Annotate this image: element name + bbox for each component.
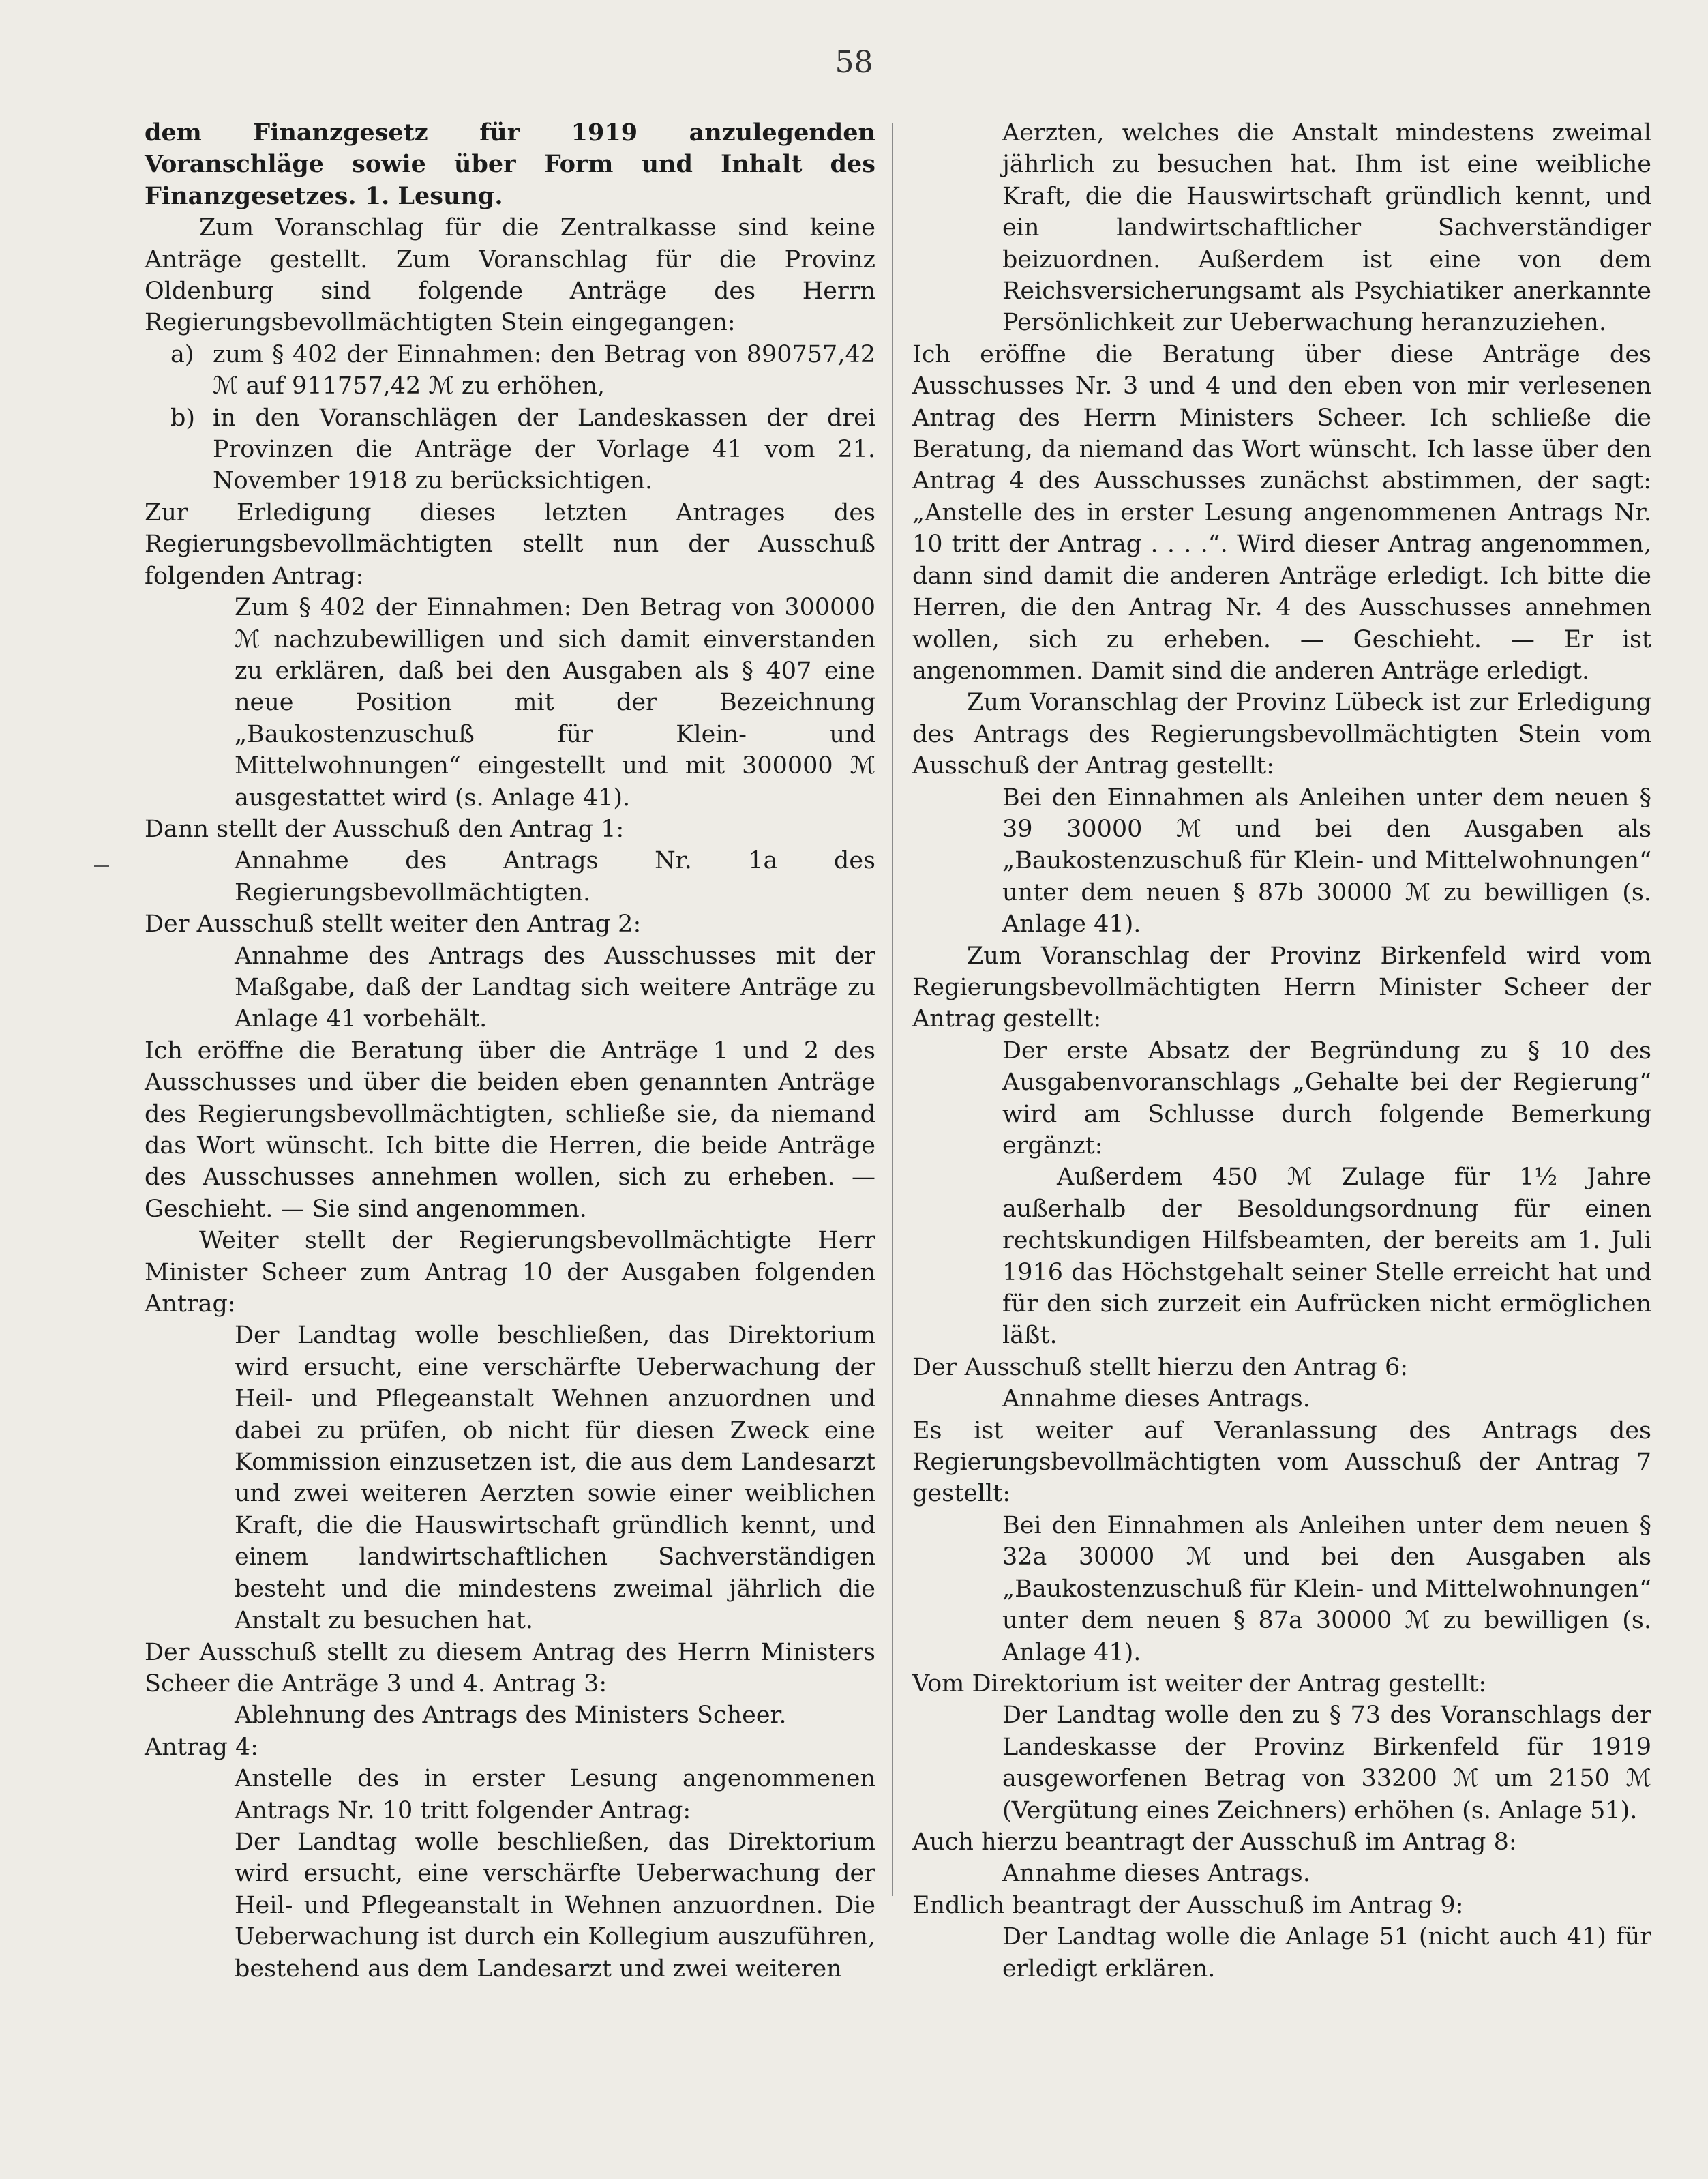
motion-quote: Der Landtag wolle beschließen, das Direktorium wird ersucht, eine verschärfte Ueberwachung der Heil- und Pflegeanstalt in Wehnen anzuordnen. Die Ueberwachung ist durch ein Kollegium auszuführen, bestehend aus dem Landesarzt und zwei weiteren bbox=[235, 1828, 875, 1983]
list-item-text: zum § 402 der Einnahmen: den Betrag von 890757,42 ℳ auf 911757,42 ℳ zu erhöhen, bbox=[213, 340, 875, 400]
paragraph: Zum Voranschlag der Provinz Lübeck ist zur Erledigung des Antrags des Regierungsbevollmächtigten Stein vom Ausschuß der Antrag gestellt: bbox=[912, 689, 1651, 780]
motion-quote: Der Landtag wolle den zu § 73 des Voranschlags der Landeskasse der Provinz Birkenfeld für 1919 ausgeworfenen Betrag von 33200 ℳ um 2150 ℳ (Vergütung eines Zeichners) erhöhen (s. Anlage 51). bbox=[1002, 1702, 1651, 1824]
list-item-label: a) bbox=[170, 340, 194, 368]
motion-quote: Annahme des Antrags des Ausschusses mit der Maßgabe, daß der Landtag sich weitere Anträge zu Anlage 41 vorbehält. bbox=[235, 942, 875, 1033]
paragraph: Weiter stellt der Regierungsbevollmächtigte Herr Minister Scheer zum Antrag 10 der Ausgaben folgenden Antrag: bbox=[145, 1227, 875, 1318]
paragraph: Zum Voranschlag der Provinz Birkenfeld wird vom Regierungsbevollmächtigten Herrn Minister Scheer der Antrag gestellt: bbox=[912, 942, 1651, 1033]
paragraph: Ich eröffne die Beratung über die Anträge 1 und 2 des Ausschusses und über die beiden eben genannten Anträge des Regierungsbevollmächtigten, schließe sie, da niemand das Wort wünscht. Ich bitte die Herren, die beide Anträge des Ausschusses annehmen wollen, sich zu erheben. — Geschieht. — Sie sind angenommen. bbox=[145, 1037, 875, 1223]
margin-mark bbox=[94, 865, 109, 867]
paragraph: Zum Voranschlag für die Zentralkasse sind keine Anträge gestellt. Zum Voranschlag für die Provinz Oldenburg sind folgende Anträge des Herrn Regierungsbevollmächtigten Stein eingegangen: bbox=[145, 214, 875, 337]
paragraph: Auch hierzu beantragt der Ausschuß im Antrag 8: bbox=[912, 1828, 1517, 1856]
motion-quote: Der Landtag wolle die Anlage 51 (nicht auch 41) für erledigt erklären. bbox=[1002, 1923, 1651, 1983]
motion-quote: Aerzten, welches die Anstalt mindestens zweimal jährlich zu besuchen hat. Ihm ist eine weibliche Kraft, die die Hauswirtschaft gründlich kennt, und ein landwirtschaftlicher Sachverständiger beizuordnen. Außerdem ist eine von dem Reichsversicherungsamt als Psychiatiker anerkannte Persönlichkeit zur Ueberwachung heranzuziehen. bbox=[1002, 119, 1651, 337]
motion-quote: Bei den Einnahmen als Anleihen unter dem neuen § 32a 30000 ℳ und bei den Ausgaben als „Baukostenzuschuß für Klein- und Mittelwohnungen“ unter dem neuen § 87a 30000 ℳ zu bewilligen (s. Anlage 41). bbox=[1002, 1511, 1651, 1666]
paragraph: Der Ausschuß stellt zu diesem Antrag des Herrn Ministers Scheer die Anträge 3 und 4. Antrag 3: bbox=[145, 1638, 875, 1698]
motion-quote: Der Landtag wolle beschließen, das Direktorium wird ersucht, eine verschärfte Ueberwachung der Heil- und Pflegeanstalt Wehnen anzuordnen und dabei zu prüfen, ob nicht für diesen Zweck eine Kommission einzusetzen ist, die aus dem Landesarzt und zwei weiteren Aerzten sowie einer weiblichen Kraft, die die Hauswirtschaft gründlich kennt, und einem landwirtschaftlichen Sachverständigen besteht und die mindestens zweimal jährlich die Anstalt zu besuchen hat. bbox=[235, 1322, 875, 1635]
section-heading: dem Finanzgesetz für 1919 anzulegenden Voranschläge sowie über Form und Inhalt des Finanzgesetzes. 1. Lesung. bbox=[145, 119, 875, 210]
paragraph: Endlich beantragt der Ausschuß im Antrag 9: bbox=[912, 1891, 1464, 1919]
list-item-label: b) bbox=[170, 404, 196, 432]
motion-quote: Annahme dieses Antrags. bbox=[1002, 1385, 1310, 1413]
left-column bbox=[145, 117, 875, 1985]
paragraph: Es ist weiter auf Veranlassung des Antrags des Regierungsbevollmächtigten vom Ausschuß der Antrag 7 gestellt: bbox=[912, 1417, 1651, 1508]
paragraph: Antrag 4: bbox=[145, 1733, 259, 1761]
paragraph: Zur Erledigung dieses letzten Antrages des Regierungsbevollmächtigten stellt nun der Ausschuß folgenden Antrag: bbox=[145, 499, 875, 590]
motion-quote: Anstelle des in erster Lesung angenommenen Antrags Nr. 10 tritt folgender Antrag: bbox=[235, 1765, 875, 1824]
page-number: 58 bbox=[835, 45, 873, 80]
motion-quote: Bei den Einnahmen als Anleihen unter dem neuen § 39 30000 ℳ und bei den Ausgaben als „Baukostenzuschuß für Klein- und Mittelwohnungen“ unter dem neuen § 87b 30000 ℳ zu bewilligen (s. Anlage 41). bbox=[1002, 784, 1651, 938]
motion-quote: Der erste Absatz der Begründung zu § 10 des Ausgabenvoranschlags „Gehalte bei der Regierung“ wird am Schlusse durch folgende Bemerkung ergänzt: bbox=[1002, 1037, 1651, 1159]
list-item bbox=[145, 402, 875, 497]
column-divider bbox=[892, 123, 893, 1896]
motion-quote: Zum § 402 der Einnahmen: Den Betrag von 300000 ℳ nachzubewilligen und sich damit einverstanden zu erklären, daß bei den Ausgaben als § 407 eine neue Position mit der Bezeichnung „Baukostenzuschuß für Klein- und Mittelwohnungen“ eingestellt und mit 300000 ℳ ausgestattet wird (s. Anlage 41). bbox=[235, 594, 875, 812]
paragraph: Vom Direktorium ist weiter der Antrag gestellt: bbox=[912, 1670, 1487, 1698]
paragraph: Ich eröffne die Beratung über diese Anträge des Ausschusses Nr. 3 und 4 und den eben von mir verlesenen Antrag des Herrn Ministers Scheer. Ich schließe die Beratung, da niemand das Wort wünscht. Ich lasse über den Antrag 4 des Ausschusses zunächst abstimmen, der sagt: „Anstelle des in erster Lesung angenommenen Antrags Nr. 10 tritt der Antrag . . . .“. Wird dieser Antrag angenommen, dann sind damit die anderen Anträge erledigt. Ich bitte die Herren, die den Antrag Nr. 4 des Ausschusses annehmen wollen, sich zu erheben. — Geschieht. — Er ist angenommen. Damit sind die anderen Anträge erledigt. bbox=[912, 340, 1651, 685]
motion-quote: Annahme dieses Antrags. bbox=[1002, 1860, 1310, 1888]
list-item-text: in den Voranschlägen der Landeskassen der drei Provinzen die Anträge der Vorlage 41 vom 21. November 1918 zu berücksichtigen. bbox=[213, 404, 875, 495]
motion-quote: Ablehnung des Antrags des Ministers Scheer. bbox=[235, 1702, 787, 1730]
list-item bbox=[145, 339, 875, 402]
right-column bbox=[912, 117, 1651, 1985]
motion-quote: Außerdem 450 ℳ Zulage für 1½ Jahre außerhalb der Besoldungsordnung für einen rechtskundigen Hilfsbeamten, der bereits am 1. Juli 1916 das Höchstgehalt seiner Stelle erreicht hat und für den sich zurzeit ein Aufrücken nicht ermöglichen läßt. bbox=[1002, 1163, 1651, 1350]
paragraph: Der Ausschuß stellt weiter den Antrag 2: bbox=[145, 910, 642, 938]
paragraph: Dann stellt der Ausschuß den Antrag 1: bbox=[145, 815, 625, 843]
motion-quote: Annahme des Antrags Nr. 1a des Regierungsbevollmächtigten. bbox=[235, 847, 875, 906]
paragraph: Der Ausschuß stellt hierzu den Antrag 6: bbox=[912, 1353, 1409, 1381]
